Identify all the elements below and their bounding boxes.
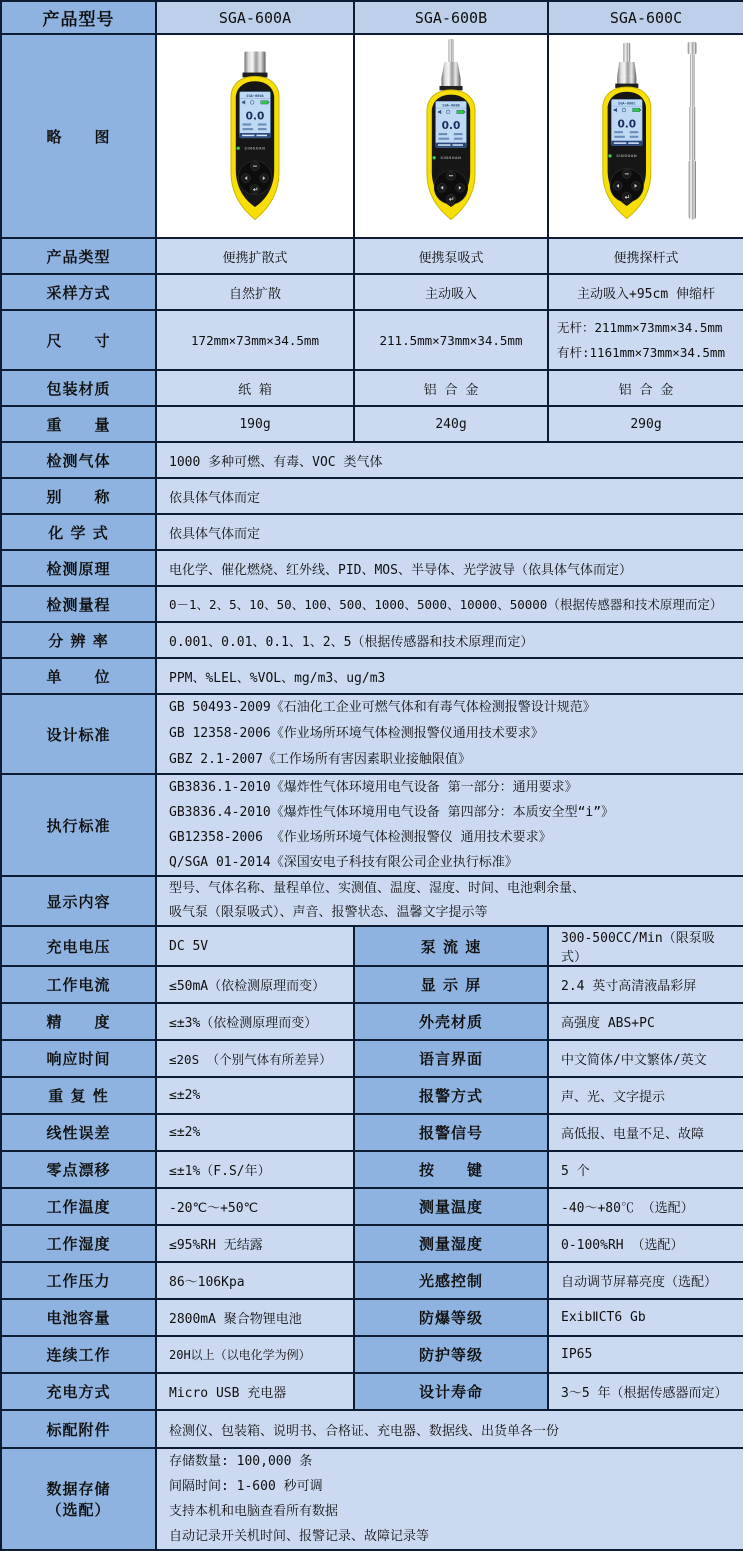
row-value: 主动吸入 bbox=[354, 274, 548, 310]
button-pad bbox=[434, 170, 468, 204]
row-value: 检测仪、包装箱、说明书、合格证、充电器、数据线、出货单各一份 bbox=[156, 1410, 743, 1448]
screen-model-label: SGA-600C bbox=[618, 101, 636, 106]
row-label: 充电方式 bbox=[1, 1373, 156, 1410]
row-value: ≤±3%（依检测原理而变） bbox=[156, 1003, 354, 1040]
model-name-c: SGA-600C bbox=[548, 1, 743, 34]
telescopic-rod bbox=[688, 42, 697, 220]
row-label: 工作电流 bbox=[1, 966, 156, 1003]
lcd-screen bbox=[240, 92, 271, 138]
screen-reading: 0.0 bbox=[245, 110, 265, 123]
enter-button bbox=[447, 194, 456, 203]
storage-line: 间隔时间: 1-600 秒可调 bbox=[169, 1479, 323, 1494]
battery-icon bbox=[261, 101, 268, 104]
row-label: 防爆等级 bbox=[354, 1299, 548, 1336]
row-label: 化 学 式 bbox=[1, 514, 156, 550]
lcd-screen bbox=[611, 99, 642, 145]
row-label: 设计寿命 bbox=[354, 1373, 548, 1410]
product-image-sga-600b bbox=[354, 34, 548, 238]
row-value bbox=[156, 774, 743, 876]
row-label: 包装材质 bbox=[1, 370, 156, 406]
row-value: 86～106Kpa bbox=[156, 1262, 354, 1299]
row-value: 便携泵吸式 bbox=[354, 238, 548, 274]
row-value: ≤±1%（F.S/年） bbox=[156, 1151, 354, 1188]
row-value: -20℃～+50℃ bbox=[156, 1188, 354, 1225]
storage-line: 支持本机和电脑查看所有数据 bbox=[169, 1504, 339, 1519]
row-value: 纸 箱 bbox=[156, 370, 354, 406]
storage-line: 存储数量: 100,000 条 bbox=[169, 1454, 313, 1469]
row-label: 连续工作 bbox=[1, 1336, 156, 1373]
storage-label-line: （选配） bbox=[46, 1501, 111, 1519]
probe-tube bbox=[449, 39, 454, 63]
display-line: 型号、气体名称、量程单位、实测值、温度、湿度、时间、电池剩余量、 bbox=[169, 881, 586, 896]
status-led bbox=[608, 154, 611, 157]
standard-line: GB3836.1-2010《爆炸性气体环境用电气设备 第一部分：通用要求》 bbox=[169, 780, 578, 795]
row-label: 线性误差 bbox=[1, 1114, 156, 1151]
row-value: 211.5mm×73mm×34.5mm bbox=[354, 310, 548, 370]
dimension-line: 有杆:1161mm×73mm×34.5mm bbox=[557, 345, 725, 360]
sketch-row bbox=[1, 34, 743, 238]
button-pad bbox=[238, 161, 272, 195]
row-value: DC 5V bbox=[156, 926, 354, 966]
row-value: PPM、%LEL、%VOL、mg/m3、ug/m3 bbox=[156, 658, 743, 694]
display-line: 吸气泵（限泵吸式）、声音、报警状态、温馨文字提示等 bbox=[169, 905, 488, 920]
row-value bbox=[156, 1448, 743, 1550]
row-label: 执行标准 bbox=[1, 774, 156, 876]
row-label: 产品型号 bbox=[1, 1, 156, 34]
row-label: 检测原理 bbox=[1, 550, 156, 586]
row-label: 外壳材质 bbox=[354, 1003, 548, 1040]
row-label: 零点漂移 bbox=[1, 1151, 156, 1188]
storage-label-line: 数据存储 bbox=[46, 1480, 111, 1498]
row-value: ≤50mA（依检测原理而变） bbox=[156, 966, 354, 1003]
header-row bbox=[1, 1, 743, 34]
device-probe-rod-illustration bbox=[564, 38, 728, 230]
row-label: 报警方式 bbox=[354, 1077, 548, 1114]
row-value: 电化学、催化燃烧、红外线、PID、MOS、半导体、光学波导（依具体气体而定） bbox=[156, 550, 743, 586]
standard-line: GB12358-2006 《作业场所环境气体检测报警仪 通用技术要求》 bbox=[169, 830, 552, 845]
row-label: 电池容量 bbox=[1, 1299, 156, 1336]
lcd-screen bbox=[436, 101, 467, 147]
row-value: 便携探杆式 bbox=[548, 238, 743, 274]
dimension-line: 无杆：211mm×73mm×34.5mm bbox=[557, 320, 723, 335]
row-label: 重 复 性 bbox=[1, 1077, 156, 1114]
row-label: 泵 流 速 bbox=[354, 926, 548, 966]
row-label: 产品类型 bbox=[1, 238, 156, 274]
row-label: 显示内容 bbox=[1, 876, 156, 926]
row-value: Micro USB 充电器 bbox=[156, 1373, 354, 1410]
row-value bbox=[548, 310, 743, 370]
row-value: 300-500CC/Min（限泵吸式） bbox=[548, 926, 743, 966]
row-label: 分 辨 率 bbox=[1, 622, 156, 658]
standard-line: GB3836.4-2010《爆炸性气体环境用电气设备 第四部分：本质安全型“i”》 bbox=[169, 805, 615, 820]
row-label: 防护等级 bbox=[354, 1336, 548, 1373]
row-value: 290g bbox=[548, 406, 743, 442]
product-image-sga-600a bbox=[156, 34, 354, 238]
row-label: 工作湿度 bbox=[1, 1225, 156, 1262]
row-label: 单 位 bbox=[1, 658, 156, 694]
standard-line: GBZ 2.1-2007《工作场所有害因素职业接触限值》 bbox=[169, 752, 471, 767]
row-value: ≤±2% bbox=[156, 1114, 354, 1151]
brand-label: SINGOAN bbox=[244, 146, 266, 151]
pump-inlet-cone bbox=[617, 62, 636, 76]
row-value: 2800mA 聚合物锂电池 bbox=[156, 1299, 354, 1336]
row-value: ExibⅡCT6 Gb bbox=[548, 1299, 743, 1336]
row-label: 显 示 屏 bbox=[354, 966, 548, 1003]
row-label: 按 键 bbox=[354, 1151, 548, 1188]
row-label: 响应时间 bbox=[1, 1040, 156, 1077]
row-value: 依具体气体而定 bbox=[156, 478, 743, 514]
device-pump-illustration bbox=[389, 38, 513, 230]
standard-line: Q/SGA 01-2014《深国安电子科技有限公司企业执行标准》 bbox=[169, 855, 518, 870]
row-label: 测量温度 bbox=[354, 1188, 548, 1225]
row-value: 依具体气体而定 bbox=[156, 514, 743, 550]
row-label: 别 称 bbox=[1, 478, 156, 514]
enter-button bbox=[622, 192, 631, 201]
battery-icon bbox=[633, 108, 640, 111]
row-label: 尺 寸 bbox=[1, 310, 156, 370]
row-value: 190g bbox=[156, 406, 354, 442]
row-value: 铝 合 金 bbox=[354, 370, 548, 406]
row-value: 便携扩散式 bbox=[156, 238, 354, 274]
row-value: -40～+80℃ （选配） bbox=[548, 1188, 743, 1225]
row-value: 3～5 年（根据传感器而定） bbox=[548, 1373, 743, 1410]
row-value bbox=[156, 876, 743, 926]
screen-reading: 0.0 bbox=[441, 120, 461, 133]
model-name-a: SGA-600A bbox=[156, 1, 354, 34]
row-value: 0.001、0.01、0.1、1、2、5（根据传感器和技术原理而定） bbox=[156, 622, 743, 658]
status-led bbox=[237, 147, 240, 150]
button-pad bbox=[610, 169, 644, 203]
row-value: IP65 bbox=[548, 1336, 743, 1373]
row-label: 检测量程 bbox=[1, 586, 156, 622]
sensor-cap bbox=[244, 51, 265, 74]
row-value: ≤±2% bbox=[156, 1077, 354, 1114]
row-value: 1000 多种可燃、有毒、VOC 类气体 bbox=[156, 442, 743, 478]
row-label: 语言界面 bbox=[354, 1040, 548, 1077]
row-value: 5 个 bbox=[548, 1151, 743, 1188]
row-value: 主动吸入+95cm 伸缩杆 bbox=[548, 274, 743, 310]
model-name-b: SGA-600B bbox=[354, 1, 548, 34]
screen-model-label: SGA-600B bbox=[442, 103, 460, 108]
row-label bbox=[1, 1448, 156, 1550]
row-value: 自动调节屏幕亮度（选配） bbox=[548, 1262, 743, 1299]
row-label: 采样方式 bbox=[1, 274, 156, 310]
row-value bbox=[156, 694, 743, 774]
row-label: 精 度 bbox=[1, 1003, 156, 1040]
row-value: ≤20S （个别气体有所差异） bbox=[156, 1040, 354, 1077]
brand-label: SINGOAN bbox=[440, 155, 462, 160]
storage-line: 自动记录开关机时间、报警记录、故障记录等 bbox=[169, 1529, 430, 1544]
row-value: 20H以上（以电化学为例） bbox=[156, 1336, 354, 1373]
row-label: 略 图 bbox=[1, 34, 156, 238]
row-label: 设计标准 bbox=[1, 694, 156, 774]
row-value: 0－1、2、5、10、50、100、500、1000、5000、10000、50000（根据传感器和技术原理而定） bbox=[156, 586, 743, 622]
brand-label: SINGOAN bbox=[616, 154, 638, 159]
probe-tube bbox=[623, 43, 630, 63]
row-label: 标配附件 bbox=[1, 1410, 156, 1448]
pump-inlet-cone bbox=[441, 62, 460, 78]
row-label: 工作压力 bbox=[1, 1262, 156, 1299]
screen-reading: 0.0 bbox=[617, 118, 637, 131]
row-label: 检测气体 bbox=[1, 442, 156, 478]
row-label: 工作温度 bbox=[1, 1188, 156, 1225]
row-label: 充电电压 bbox=[1, 926, 156, 966]
row-value: 声、光、文字提示 bbox=[548, 1077, 743, 1114]
row-value: 0-100%RH （选配） bbox=[548, 1225, 743, 1262]
standard-line: GB 50493-2009《石油化工企业可燃气体和有毒气体检测报警设计规范》 bbox=[169, 700, 596, 715]
enter-button bbox=[251, 185, 260, 194]
row-value: 172mm×73mm×34.5mm bbox=[156, 310, 354, 370]
row-value: 中文简体/中文繁体/英文 bbox=[548, 1040, 743, 1077]
row-label: 报警信号 bbox=[354, 1114, 548, 1151]
row-value: ≤95%RH 无结露 bbox=[156, 1225, 354, 1262]
screen-model-label: SGA-600A bbox=[246, 94, 264, 99]
row-value: 240g bbox=[354, 406, 548, 442]
row-value: 高强度 ABS+PC bbox=[548, 1003, 743, 1040]
row-value: 高低报、电量不足、故障 bbox=[548, 1114, 743, 1151]
row-value: 铝 合 金 bbox=[548, 370, 743, 406]
product-image-sga-600c bbox=[548, 34, 743, 238]
row-value: 自然扩散 bbox=[156, 274, 354, 310]
row-label: 光感控制 bbox=[354, 1262, 548, 1299]
row-label: 重 量 bbox=[1, 406, 156, 442]
row-value: 2.4 英寸高清液晶彩屏 bbox=[548, 966, 743, 1003]
status-led bbox=[433, 156, 436, 159]
device-diffusion-illustration bbox=[193, 38, 317, 230]
battery-icon bbox=[457, 110, 464, 113]
standard-line: GB 12358-2006《作业场所环境气体检测报警仪通用技术要求》 bbox=[169, 726, 544, 741]
row-label: 测量湿度 bbox=[354, 1225, 548, 1262]
